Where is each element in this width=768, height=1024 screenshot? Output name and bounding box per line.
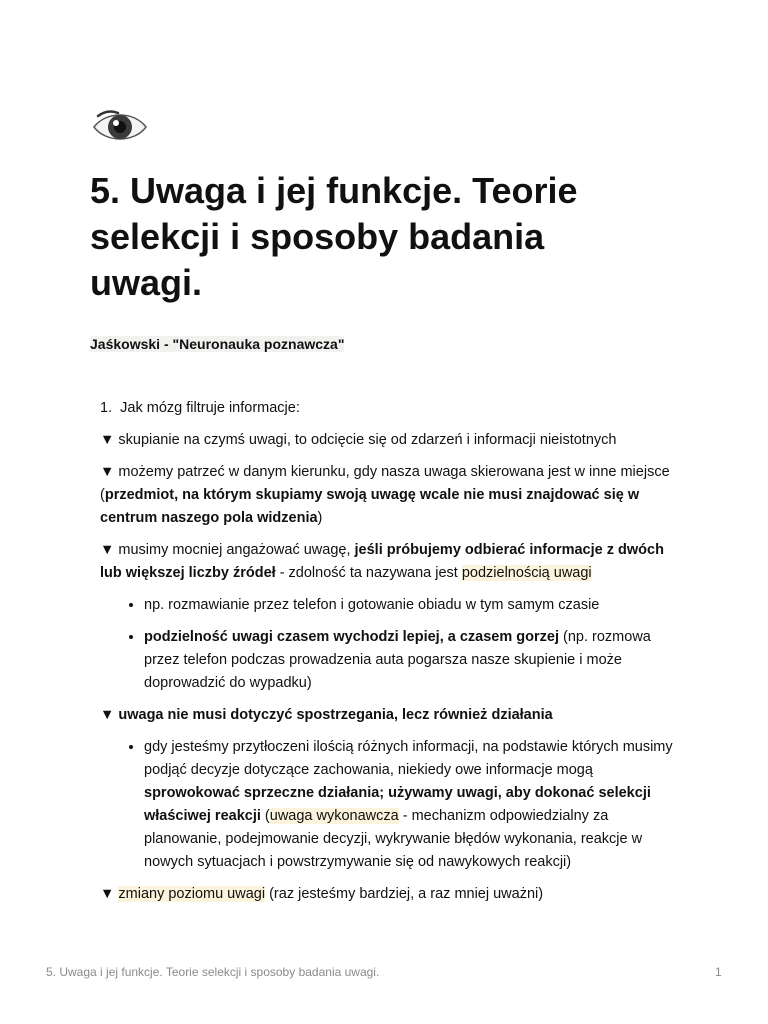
notes-content xyxy=(100,397,680,915)
footer-title: 5. Uwaga i jej funkcje. Teorie selekcji i sposoby badania uwagi. xyxy=(46,965,380,979)
toggle-item[interactable]: ▼ zmiany poziomu uwagi (raz jesteśmy bardziej, a raz mniej uważni) xyxy=(100,886,544,902)
bullet-list xyxy=(100,736,680,874)
toggle-item[interactable]: ▼ skupianie na czymś uwagi, to odcięcie się od zdarzeń i informacji nieistotnych xyxy=(100,432,617,448)
toggle-item[interactable]: ▼ możemy patrzeć w danym kierunku, gdy nasza uwaga skierowana jest w inne miejsce (przedmiot, na którym skupiamy swoją uwagę wcale nie musi znajdować się w centrum naszego pola widzenia) xyxy=(100,464,670,526)
bullet-list xyxy=(100,594,680,695)
toggle-item[interactable]: ▼ uwaga nie musi dotyczyć spostrzegania, lecz również działania xyxy=(100,707,553,723)
highlight: podzielnością uwagi xyxy=(461,565,592,581)
list-item: • np. rozmawianie przez telefon i gotowanie obiadu w tym samym czasie xyxy=(144,594,680,617)
list-item: • podzielność uwagi czasem wychodzi lepiej, a czasem gorzej (np. rozmowa przez telefon podczas prowadzenia auta pogarsza nasze skupienie i może doprowadzić do wypadku) xyxy=(144,626,680,695)
highlight: uwaga wykonawcza xyxy=(269,808,399,824)
list-item: • gdy jesteśmy przytłoczeni ilością różnych informacji, na podstawie których musimy podjąć decyzje dotyczące zachowania, niekiedy owe informacje mogą sprowokować sprzeczne działania; używamy uwagi, aby dokonać selekcji właściwej reakcji (uwaga wykonawcza - mechanizm odpowiedzialny za planowanie, podejmowanie decyzji, wykrywanie błędów wykonania, reakcje w nowych sytuacjach i powstrzymywanie się od nawykowych reakcji) xyxy=(144,736,680,874)
page-number: 1 xyxy=(715,965,722,979)
page-title: 5. Uwaga i jej funkcje. Teorie selekcji i sposoby badania uwagi. xyxy=(90,170,578,303)
toggle-item[interactable]: ▼ musimy mocniej angażować uwagę, jeśli próbujemy odbierać informacje z dwóch lub większej liczby źródeł - zdolność ta nazywana jest podzielnością uwagi xyxy=(100,542,664,581)
eye-icon xyxy=(92,107,148,147)
source-reference: Jaśkowski - "Neuronauka poznawcza" xyxy=(90,336,345,352)
highlight: zmiany poziomu uwagi xyxy=(118,886,266,902)
numbered-item: 1. Jak mózg filtruje informacje: xyxy=(100,400,300,416)
